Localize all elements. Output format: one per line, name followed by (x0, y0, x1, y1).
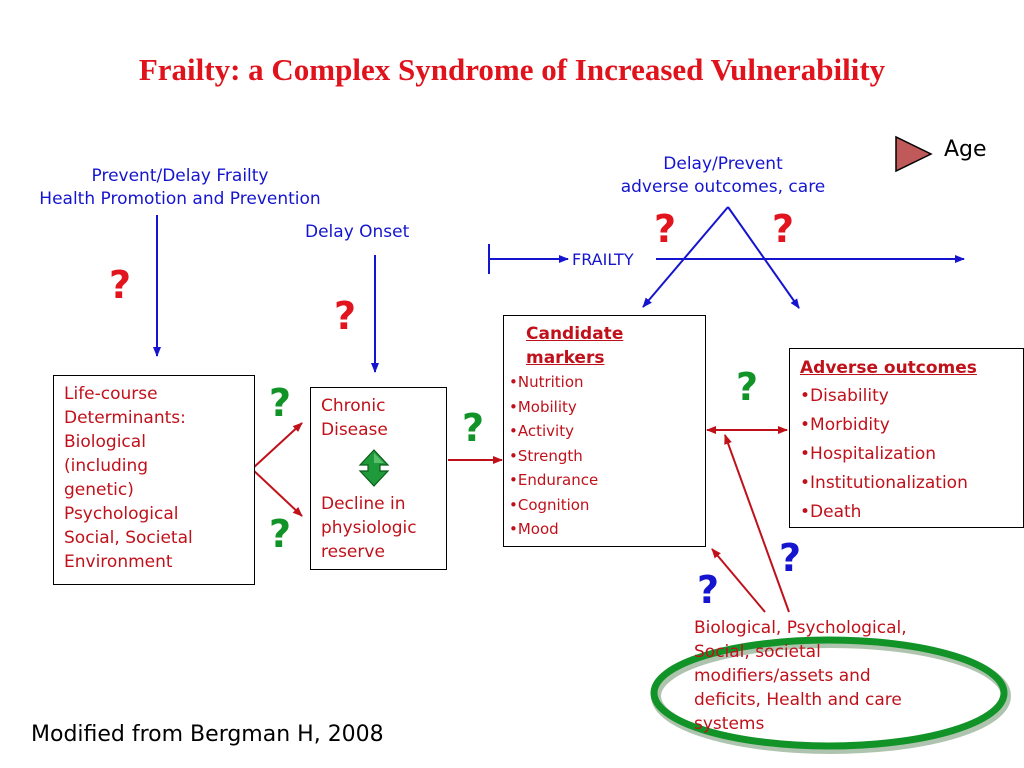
life-course-box (53, 375, 255, 585)
double-arrow-icon-wrap (321, 442, 446, 492)
candidate-heading-line: Candidate (526, 324, 624, 344)
source-note: Modified from Bergman H, 2008 (31, 722, 384, 747)
life-course-line: genetic) (64, 480, 134, 500)
adverse-outcomes-heading: Adverse outcomes (800, 358, 977, 378)
chronic-line: Chronic (321, 396, 386, 416)
modifiers-line: deficits, Health and care (694, 690, 902, 710)
chronic-line: physiologic (321, 518, 417, 538)
delay-prevent-line1: Delay/Prevent (663, 154, 783, 174)
prevent-frailty-line2: Health Promotion and Prevention (39, 189, 321, 209)
outcome-item: • Morbidity (800, 411, 1023, 440)
modifiers-text (694, 616, 1014, 736)
modifiers-line: Biological, Psychological, (694, 618, 907, 638)
double-arrow-icon (357, 448, 391, 488)
marker-item: • Nutrition (509, 370, 705, 395)
life-course-line: Life-course (64, 384, 158, 404)
adverse-outcomes-list (800, 382, 1023, 527)
prevent-frailty-label (10, 165, 350, 211)
modifiers-to-outcomes-arrow (725, 435, 789, 612)
question-mark-delay-left: ? (654, 207, 677, 251)
life-course-line: Social, Societal (64, 528, 193, 548)
chronic-line: reserve (321, 542, 385, 562)
outcome-item: • Hospitalization (800, 440, 1023, 469)
question-mark-fork-lower: ? (269, 512, 292, 556)
life-course-line: Psychological (64, 504, 179, 524)
marker-item: • Strength (509, 444, 705, 469)
adverse-outcomes-box (789, 348, 1024, 528)
life-course-line: Environment (64, 552, 173, 572)
delay-onset-label: Delay Onset (305, 222, 410, 242)
question-mark-prevent: ? (109, 263, 132, 307)
question-mark-fork-upper: ? (269, 381, 292, 425)
outcome-item: • Death (800, 498, 1023, 527)
marker-item: • Activity (509, 419, 705, 444)
age-label: Age (944, 137, 987, 162)
question-mark-markers-outcomes: ? (736, 365, 759, 409)
age-triangle-icon (896, 137, 931, 171)
question-mark-modifiers-markers: ? (697, 568, 720, 612)
marker-item: • Mood (509, 517, 705, 542)
marker-item: • Cognition (509, 493, 705, 518)
modifiers-line: modifiers/assets and (694, 666, 871, 686)
delay-prevent-line2: adverse outcomes, care (620, 177, 826, 197)
candidate-markers-box (503, 315, 706, 547)
marker-item: • Endurance (509, 468, 705, 493)
slide-title: Frailty: a Complex Syndrome of Increased Vulnerability (138, 52, 886, 87)
fork-upper-arrow (252, 423, 302, 469)
outcome-item: • Institutionalization (800, 469, 1023, 498)
question-mark-modifiers-outcomes: ? (779, 536, 802, 580)
question-mark-delay-right: ? (772, 207, 795, 251)
modifiers-to-markers-arrow (712, 549, 765, 612)
life-course-line: Determinants: (64, 408, 186, 428)
prevent-frailty-line1: Prevent/Delay Frailty (91, 166, 269, 186)
candidate-heading-line: markers (526, 348, 605, 368)
chronic-line: Disease (321, 420, 388, 440)
outcome-item: • Disability (800, 382, 1023, 411)
frailty-axis-label: FRAILTY (572, 250, 634, 269)
modifiers-line: systems (694, 714, 765, 734)
question-mark-chronic-markers: ? (462, 406, 485, 450)
life-course-line: Biological (64, 432, 146, 452)
life-course-line: (including (64, 456, 149, 476)
candidate-markers-list (509, 370, 705, 542)
modifiers-line: Social, societal (694, 642, 821, 662)
fork-lower-arrow (252, 469, 302, 516)
question-mark-onset: ? (334, 294, 357, 338)
chronic-line: Decline in (321, 494, 406, 514)
candidate-markers-heading (509, 322, 705, 370)
delay-prevent-label (598, 153, 848, 199)
chronic-disease-box (310, 387, 447, 570)
marker-item: • Mobility (509, 395, 705, 420)
